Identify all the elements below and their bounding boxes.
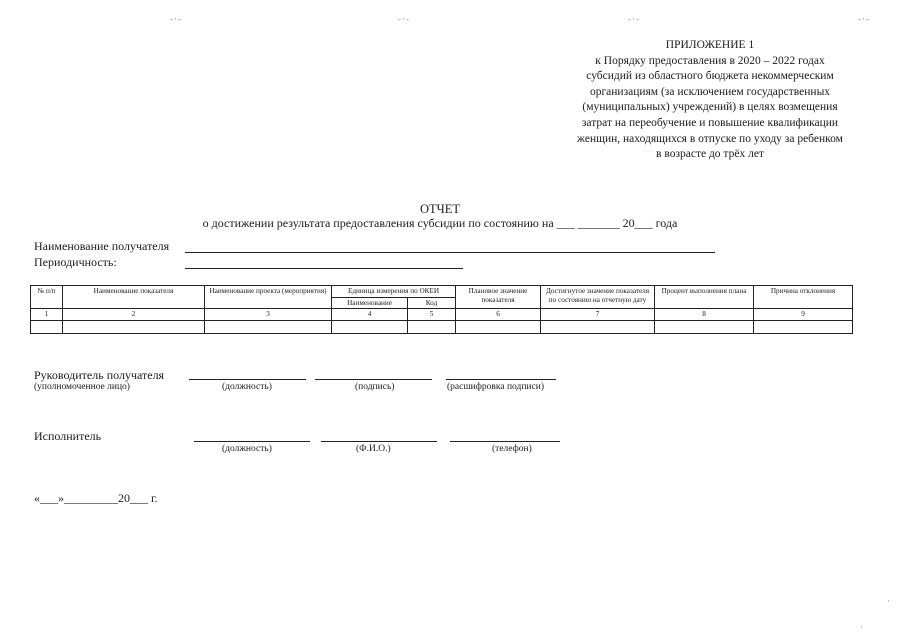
- recipient-label: Наименование получателя: [34, 239, 170, 253]
- header-unit-name: Наименование: [332, 297, 408, 309]
- executor-position-caption: (должность): [222, 444, 272, 454]
- table-number-row: [31, 309, 853, 321]
- header-achieved: Достигнутое значение показателя по состоянию на отчетную дату: [541, 286, 655, 309]
- appendix-line: в возрасте до трёх лет: [656, 148, 764, 161]
- head-decoding-field[interactable]: [446, 379, 556, 380]
- header-unit-group: Единица измерения по ОКЕИ: [332, 286, 456, 298]
- table-cell[interactable]: [31, 321, 63, 334]
- report-subtitle: о достижении результата предоставления субсидии по состоянию на ___ _______ 20___ года: [202, 216, 678, 230]
- report-table: [30, 285, 853, 334]
- report-title: ОТЧЕТ: [419, 202, 461, 216]
- scan-artifact: -·-: [398, 14, 410, 24]
- scan-artifact: -·-: [628, 14, 640, 24]
- header-reason: Причина отклонения: [754, 286, 853, 309]
- head-position-caption: (должность): [222, 382, 272, 392]
- head-position-field[interactable]: [189, 379, 306, 380]
- head-signature-field[interactable]: [315, 379, 432, 380]
- column-number: 8: [655, 309, 754, 321]
- appendix-line: организациям (за исключением государственных: [589, 85, 831, 98]
- table-cell[interactable]: [205, 321, 332, 334]
- header-indicator: Наименование показателя: [63, 286, 205, 309]
- header-percent: Процент выполнения плана: [655, 286, 754, 309]
- table-header-row: [31, 286, 853, 298]
- appendix-line: (муниципальных) учреждений) в целях возмещения: [582, 101, 838, 114]
- executor-name-field[interactable]: [321, 441, 437, 442]
- table-cell[interactable]: [332, 321, 408, 334]
- executor-phone-field[interactable]: [450, 441, 560, 442]
- recipient-field[interactable]: [185, 252, 715, 253]
- table-cell[interactable]: [655, 321, 754, 334]
- header-planned: Плановое значение показателя: [456, 286, 541, 309]
- appendix-line: к Порядку предоставления в 2020 – 2022 годах: [595, 54, 825, 67]
- head-sublabel: (уполномоченное лицо): [34, 382, 130, 392]
- executor-phone-caption: (телефон): [492, 444, 532, 454]
- head-decoding-caption: (расшифровка подписи): [447, 382, 544, 392]
- header-project: Наименование проекта (мероприятия): [205, 286, 332, 309]
- column-number: 4: [332, 309, 408, 321]
- table-cell[interactable]: [754, 321, 853, 334]
- column-number: 2: [63, 309, 205, 321]
- column-number: 9: [754, 309, 853, 321]
- executor-label: Исполнитель: [34, 429, 102, 443]
- appendix-line: затрат на переобучение и повышение квалификации: [581, 116, 839, 129]
- column-number: 7: [541, 309, 655, 321]
- executor-position-field[interactable]: [194, 441, 310, 442]
- table-cell[interactable]: [408, 321, 456, 334]
- appendix-title: ПРИЛОЖЕНИЕ 1: [665, 39, 755, 51]
- head-label: Руководитель получателя: [34, 368, 165, 382]
- header-unit-code: Код: [408, 297, 456, 309]
- executor-name-caption: (Ф.И.О.): [356, 444, 391, 454]
- head-signature-caption: (подпись): [355, 382, 395, 392]
- table-cell[interactable]: [63, 321, 205, 334]
- table-cell[interactable]: [541, 321, 655, 334]
- column-number: 1: [31, 309, 63, 321]
- column-number: 6: [456, 309, 541, 321]
- appendix-line: субсидий из областного бюджета некоммерческим: [586, 70, 834, 83]
- periodicity-field[interactable]: [185, 268, 463, 269]
- column-number: 5: [408, 309, 456, 321]
- scan-artifact: ·: [887, 596, 891, 606]
- column-number: 3: [205, 309, 332, 321]
- scan-artifact: -·-: [858, 14, 870, 24]
- table-row[interactable]: [31, 321, 853, 334]
- date-line[interactable]: «___»_________20___ г.: [34, 491, 158, 505]
- scan-artifact: ·: [860, 622, 864, 632]
- scan-artifact: -·-: [170, 14, 182, 24]
- appendix-block: [560, 38, 860, 163]
- periodicity-label: Периодичность:: [34, 255, 117, 269]
- table-cell[interactable]: [456, 321, 541, 334]
- appendix-line: женщин, находящихся в отпуске по уходу за ребенком: [577, 132, 843, 145]
- header-num: № п/п: [31, 286, 63, 309]
